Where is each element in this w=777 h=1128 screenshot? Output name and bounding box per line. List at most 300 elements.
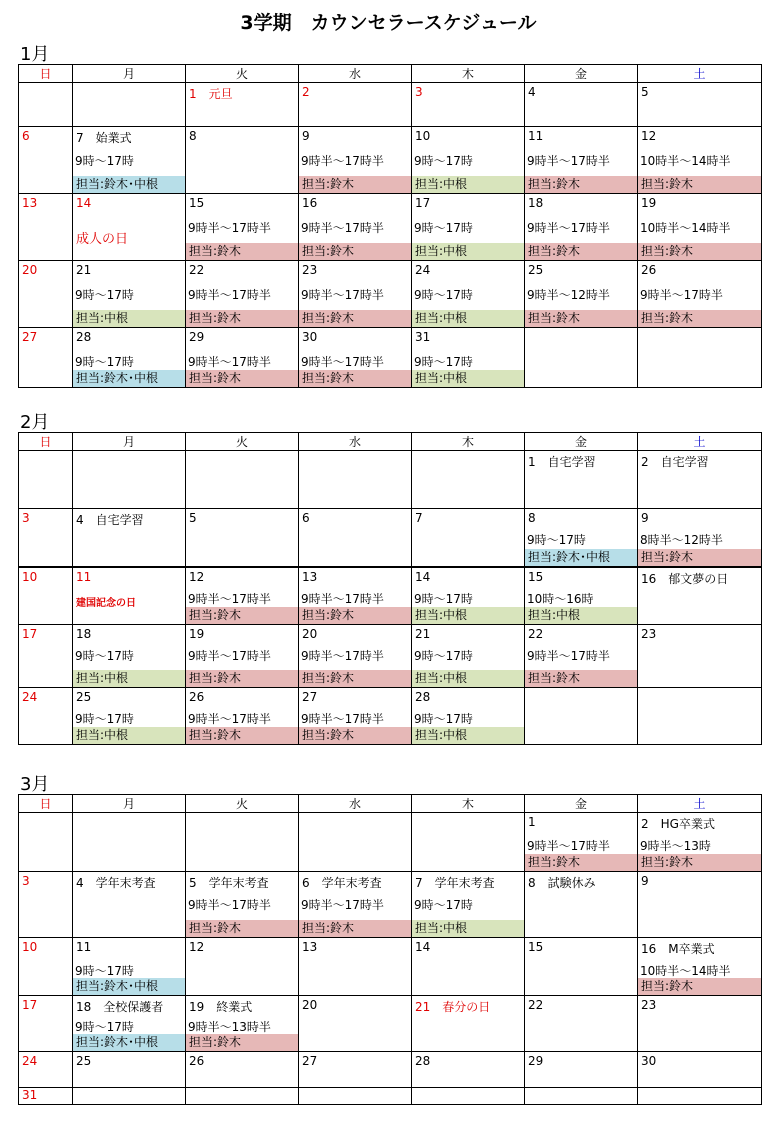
day-number: 9 (302, 129, 310, 143)
staff-badge: 担当:鈴木 (299, 176, 411, 193)
day-number: 21 (415, 627, 431, 641)
day-cell (73, 1088, 186, 1105)
day-number: 29 (528, 1054, 544, 1068)
hours-text: 9時半～17時半 (301, 649, 384, 663)
day-number: 14 (76, 196, 92, 210)
day-number: 12 (641, 129, 657, 143)
day-number: 19 (189, 627, 205, 641)
day-cell (525, 813, 638, 872)
staff-badge: 担当:中根 (73, 670, 185, 687)
day-number: 1 自宅学習 (528, 455, 596, 469)
day-number: 13 (302, 569, 318, 584)
day-number: 25 (76, 690, 92, 704)
staff-badge: 担当:鈴木 (638, 243, 761, 260)
weekday-saturday: 土 (638, 65, 762, 83)
staff-badge: 担当:中根 (412, 176, 524, 193)
staff-badge: 担当:鈴木 (638, 549, 761, 566)
hours-text: 9時～17時 (414, 355, 473, 369)
month-label-february: 2月 (20, 412, 50, 433)
day-cell (186, 625, 299, 688)
staff-badge: 担当:鈴木 (299, 670, 411, 687)
holiday-label: 元旦 (208, 87, 233, 101)
day-cell (19, 567, 73, 625)
weekday-friday: 金 (525, 795, 638, 813)
hours-text: 9時半～17時半 (188, 355, 271, 369)
day-cell (299, 1052, 412, 1088)
day-cell (73, 127, 186, 194)
staff-badge: 担当:鈴木 (186, 727, 298, 744)
day-cell (525, 567, 638, 625)
weekday-header (19, 65, 762, 83)
day-number: 8 試験休み (528, 876, 596, 890)
day-number: 2 HG卒業式 (641, 817, 715, 831)
day-cell (525, 1088, 638, 1105)
day-cell (525, 328, 638, 388)
day-cell (73, 451, 186, 509)
day-cell (299, 688, 412, 745)
staff-badge: 担当:中根 (412, 243, 524, 260)
day-cell (73, 509, 186, 567)
day-cell (638, 261, 762, 328)
hours-text: 9時半～17時半 (188, 712, 271, 726)
day-number: 28 (415, 690, 431, 704)
day-cell (186, 813, 299, 872)
day-number: 23 (302, 263, 318, 277)
day-cell (412, 328, 525, 388)
staff-badge: 担当:鈴木 (525, 243, 637, 260)
day-number: 22 (528, 627, 544, 641)
day-cell (412, 567, 525, 625)
day-cell (412, 83, 525, 127)
day-cell (525, 261, 638, 328)
day-cell (412, 509, 525, 567)
day-cell (186, 1052, 299, 1088)
day-number: 18 (528, 196, 544, 210)
staff-badge: 担当:鈴木 (525, 854, 637, 871)
calendar-february (18, 432, 762, 745)
hours-text: 9時～17時 (75, 649, 134, 663)
staff-badge: 担当:中根 (412, 310, 524, 327)
week-row (19, 938, 762, 996)
week-row (19, 451, 762, 509)
staff-badge: 担当:中根 (412, 607, 524, 624)
weekday-friday: 金 (525, 433, 638, 451)
hours-text: 9時半～17時半 (188, 591, 271, 606)
day-cell (525, 688, 638, 745)
day-number: 10 (22, 940, 38, 954)
hours-text: 10時半～14時半 (640, 154, 731, 168)
hours-text: 9時～17時 (75, 355, 134, 369)
week-row (19, 872, 762, 938)
weekday-monday: 月 (73, 65, 186, 83)
event-label: HG卒業式 (660, 817, 715, 831)
day-number: 9 (641, 511, 649, 525)
day-number: 31 (415, 330, 431, 344)
day-cell (73, 813, 186, 872)
day-number: 11 (76, 940, 92, 954)
day-cell (412, 261, 525, 328)
week-row (19, 328, 762, 388)
event-label: 試験休み (547, 876, 596, 890)
weekday-monday: 月 (73, 433, 186, 451)
day-cell (186, 194, 299, 261)
event-label: M卒業式 (668, 942, 715, 956)
event-label: 学年末考査 (95, 876, 156, 890)
staff-badge: 担当:中根 (412, 920, 524, 937)
day-cell (186, 567, 299, 625)
day-number: 7 (415, 511, 423, 525)
day-number: 20 (302, 627, 318, 641)
staff-badge: 担当:鈴木 (186, 310, 298, 327)
staff-badge: 担当:中根 (412, 670, 524, 687)
day-number: 20 (22, 263, 38, 277)
hours-text: 9時半～12時半 (527, 288, 610, 302)
day-cell (638, 813, 762, 872)
day-cell (638, 509, 762, 567)
day-number: 28 (415, 1054, 431, 1068)
weekday-wednesday: 水 (299, 433, 412, 451)
day-number: 10 (415, 129, 431, 143)
week-row (19, 688, 762, 745)
day-cell (19, 996, 73, 1052)
day-cell (19, 451, 73, 509)
hours-text: 9時～17時 (75, 1020, 134, 1034)
week-row (19, 996, 762, 1052)
staff-badge: 担当:鈴木･中根 (73, 370, 185, 387)
day-cell (299, 83, 412, 127)
day-cell (299, 813, 412, 872)
staff-badge: 担当:鈴木･中根 (73, 176, 185, 193)
week-row (19, 813, 762, 872)
day-number: 5 (189, 511, 197, 525)
day-number: 19 (641, 196, 657, 210)
day-number: 16 郁文夢の日 (641, 571, 729, 586)
day-cell (186, 872, 299, 938)
week-row (19, 509, 762, 567)
day-cell (412, 688, 525, 745)
staff-badge: 担当:鈴木 (186, 1034, 298, 1051)
staff-badge: 担当:鈴木 (186, 670, 298, 687)
day-number: 5 (641, 85, 649, 99)
page-title: 3学期 カウンセラースケジュール (240, 12, 537, 34)
event-label: 学年末考査 (321, 876, 382, 890)
weekday-tuesday: 火 (186, 795, 299, 813)
hours-text: 9時～17時 (527, 533, 586, 547)
hours-text: 9時～17時 (75, 154, 134, 168)
day-cell (525, 509, 638, 567)
hours-text: 9時半～17時半 (301, 355, 384, 369)
day-number: 27 (22, 330, 38, 344)
hours-text: 9時～17時 (75, 964, 134, 978)
staff-badge: 担当:中根 (73, 310, 185, 327)
day-cell (638, 1088, 762, 1105)
day-cell (525, 996, 638, 1052)
day-cell (525, 194, 638, 261)
day-cell (73, 567, 186, 625)
hours-text: 9時～17時 (414, 154, 473, 168)
hours-text: 9時～17時 (414, 898, 473, 912)
hours-text: 9時半～17時半 (640, 288, 723, 302)
day-cell (299, 194, 412, 261)
day-cell (73, 194, 186, 261)
staff-badge: 担当:中根 (412, 727, 524, 744)
day-cell (19, 261, 73, 328)
event-label: 終業式 (216, 1000, 253, 1014)
day-number: 21 (76, 263, 92, 277)
weekday-thursday: 木 (412, 65, 525, 83)
month-label-march: 3月 (20, 774, 50, 795)
hours-text: 9時～17時 (414, 288, 473, 302)
week-row (19, 194, 762, 261)
day-number: 15 (528, 940, 544, 954)
day-number: 28 (76, 330, 92, 344)
day-number: 18 全校保護者 (76, 1000, 164, 1014)
week-row (19, 83, 762, 127)
day-number: 26 (641, 263, 657, 277)
day-number: 5 学年末考査 (189, 876, 269, 890)
day-number: 1 (528, 815, 536, 829)
hours-text: 9時半～17時半 (527, 649, 610, 663)
staff-badge: 担当:鈴木 (638, 854, 761, 871)
weekday-header (19, 795, 762, 813)
day-number: 12 (189, 569, 205, 584)
day-cell (525, 1052, 638, 1088)
day-number: 24 (22, 1054, 38, 1068)
staff-badge: 担当:鈴木 (525, 670, 637, 687)
day-number: 23 (641, 998, 657, 1012)
staff-badge: 担当:鈴木･中根 (73, 1034, 185, 1051)
day-number: 14 (415, 569, 431, 584)
day-cell (186, 261, 299, 328)
day-number: 30 (302, 330, 318, 344)
day-number: 6 (22, 129, 30, 143)
day-number: 24 (415, 263, 431, 277)
hours-text: 9時～17時 (75, 288, 134, 302)
weekday-wednesday: 水 (299, 65, 412, 83)
hours-text: 10時～16時 (527, 591, 594, 606)
day-cell (19, 127, 73, 194)
weekday-tuesday: 火 (186, 433, 299, 451)
hours-text: 9時～17時 (414, 712, 473, 726)
week-row (19, 127, 762, 194)
holiday-label: 建国記念の日 (76, 597, 136, 609)
day-cell (412, 451, 525, 509)
day-cell (186, 127, 299, 194)
staff-badge: 担当:鈴木 (299, 243, 411, 260)
day-number: 15 (528, 569, 544, 584)
staff-badge: 担当:鈴木 (638, 978, 761, 995)
day-cell (19, 688, 73, 745)
month-label-january: 1月 (20, 44, 50, 65)
day-cell (412, 872, 525, 938)
day-cell (186, 688, 299, 745)
day-number: 26 (189, 1054, 205, 1068)
day-cell (73, 688, 186, 745)
event-label: 郁文夢の日 (668, 571, 729, 586)
day-number: 18 (76, 627, 92, 641)
weekday-sunday: 日 (19, 795, 73, 813)
event-label: 全校保護者 (103, 1000, 164, 1014)
day-cell (412, 996, 525, 1052)
day-number: 2 自宅学習 (641, 455, 709, 469)
day-number: 1 元旦 (189, 87, 233, 101)
day-cell (412, 625, 525, 688)
week-row (19, 1088, 762, 1105)
day-cell (525, 938, 638, 996)
hours-text: 9時半～13時半 (188, 1020, 271, 1034)
day-cell (638, 451, 762, 509)
day-number: 13 (302, 940, 318, 954)
day-number: 17 (22, 627, 38, 641)
event-label: 自宅学習 (95, 513, 144, 527)
hours-text: 9時半～17時半 (301, 591, 384, 606)
day-cell (525, 451, 638, 509)
hours-text: 8時半～12時半 (640, 533, 723, 547)
weekday-header (19, 433, 762, 451)
staff-badge: 担当:鈴木 (299, 607, 411, 624)
staff-badge: 担当:中根 (73, 727, 185, 744)
day-cell (299, 938, 412, 996)
day-number: 21 春分の日 (415, 1000, 491, 1014)
day-cell (638, 872, 762, 938)
day-number: 4 自宅学習 (76, 513, 144, 527)
day-cell (638, 996, 762, 1052)
day-number: 7 始業式 (76, 131, 132, 145)
day-number: 3 (22, 874, 30, 888)
event-label: 自宅学習 (547, 455, 596, 469)
day-number: 12 (189, 940, 205, 954)
day-cell (19, 872, 73, 938)
day-cell (638, 567, 762, 625)
day-cell (73, 996, 186, 1052)
day-number: 4 学年末考査 (76, 876, 156, 890)
hours-text: 9時半～13時 (640, 839, 711, 853)
day-cell (638, 83, 762, 127)
day-cell (299, 996, 412, 1052)
day-number: 30 (641, 1054, 657, 1068)
day-number: 16 M卒業式 (641, 942, 715, 956)
day-cell (19, 328, 73, 388)
day-number: 25 (528, 263, 544, 277)
day-cell (73, 83, 186, 127)
day-cell (638, 938, 762, 996)
day-number: 6 学年末考査 (302, 876, 382, 890)
hours-text: 9時半～17時半 (301, 898, 384, 912)
day-number: 29 (189, 330, 205, 344)
staff-badge: 担当:鈴木･中根 (73, 978, 185, 995)
hours-text: 9時半～17時半 (301, 712, 384, 726)
day-cell (73, 872, 186, 938)
day-cell (299, 872, 412, 938)
staff-badge: 担当:鈴木 (186, 607, 298, 624)
staff-badge: 担当:鈴木 (525, 310, 637, 327)
week-row (19, 261, 762, 328)
hours-text: 9時半～17時半 (188, 221, 271, 235)
calendar-march (18, 794, 762, 1105)
day-cell (638, 328, 762, 388)
day-number: 3 (415, 85, 423, 99)
hours-text: 10時半～14時半 (640, 964, 731, 978)
day-cell (412, 127, 525, 194)
day-cell (19, 509, 73, 567)
staff-badge: 担当:中根 (525, 607, 637, 624)
hours-text: 9時～17時 (414, 649, 473, 663)
day-number: 27 (302, 1054, 318, 1068)
day-cell (412, 1052, 525, 1088)
day-cell (186, 996, 299, 1052)
weekday-thursday: 木 (412, 795, 525, 813)
day-cell (299, 261, 412, 328)
event-label: 学年末考査 (208, 876, 269, 890)
staff-badge: 担当:鈴木 (186, 370, 298, 387)
day-cell (19, 1052, 73, 1088)
hours-text: 9時半～17時半 (188, 288, 271, 302)
day-cell (186, 1088, 299, 1105)
staff-badge: 担当:鈴木 (525, 176, 637, 193)
day-number: 4 (528, 85, 536, 99)
day-number: 8 (189, 129, 197, 143)
day-number: 22 (189, 263, 205, 277)
event-label: 始業式 (95, 131, 132, 145)
day-cell (19, 83, 73, 127)
day-cell (638, 1052, 762, 1088)
staff-badge: 担当:鈴木 (186, 920, 298, 937)
day-cell (638, 625, 762, 688)
day-cell (19, 625, 73, 688)
day-cell (186, 938, 299, 996)
day-cell (525, 872, 638, 938)
weekday-sunday: 日 (19, 433, 73, 451)
hours-text: 9時半～17時半 (527, 221, 610, 235)
day-cell (525, 127, 638, 194)
day-number: 20 (302, 998, 318, 1012)
staff-badge: 担当:鈴木･中根 (525, 549, 637, 566)
day-cell (73, 625, 186, 688)
event-label: 自宅学習 (660, 455, 709, 469)
day-cell (19, 1088, 73, 1105)
day-number: 27 (302, 690, 318, 704)
hours-text: 9時半～17時半 (527, 154, 610, 168)
day-cell (412, 938, 525, 996)
day-number: 31 (22, 1088, 38, 1102)
hours-text: 9時半～17時半 (301, 154, 384, 168)
hours-text: 9時半～17時半 (188, 649, 271, 663)
weekday-saturday: 土 (638, 433, 762, 451)
day-cell (186, 328, 299, 388)
day-cell (299, 567, 412, 625)
staff-badge: 担当:中根 (412, 370, 524, 387)
day-number: 11 (76, 569, 92, 584)
staff-badge: 担当:鈴木 (299, 370, 411, 387)
hours-text: 9時半～17時半 (188, 898, 271, 912)
day-cell (638, 127, 762, 194)
event-label: 学年末考査 (434, 876, 495, 890)
day-cell (186, 509, 299, 567)
day-cell (299, 451, 412, 509)
day-number: 26 (189, 690, 205, 704)
day-number: 24 (22, 690, 38, 704)
weekday-saturday: 土 (638, 795, 762, 813)
day-number: 14 (415, 940, 431, 954)
day-cell (299, 1088, 412, 1105)
staff-badge: 担当:鈴木 (299, 727, 411, 744)
weekday-monday: 月 (73, 795, 186, 813)
weekday-friday: 金 (525, 65, 638, 83)
day-number: 13 (22, 196, 38, 210)
day-cell (299, 625, 412, 688)
day-cell (638, 194, 762, 261)
staff-badge: 担当:鈴木 (638, 310, 761, 327)
